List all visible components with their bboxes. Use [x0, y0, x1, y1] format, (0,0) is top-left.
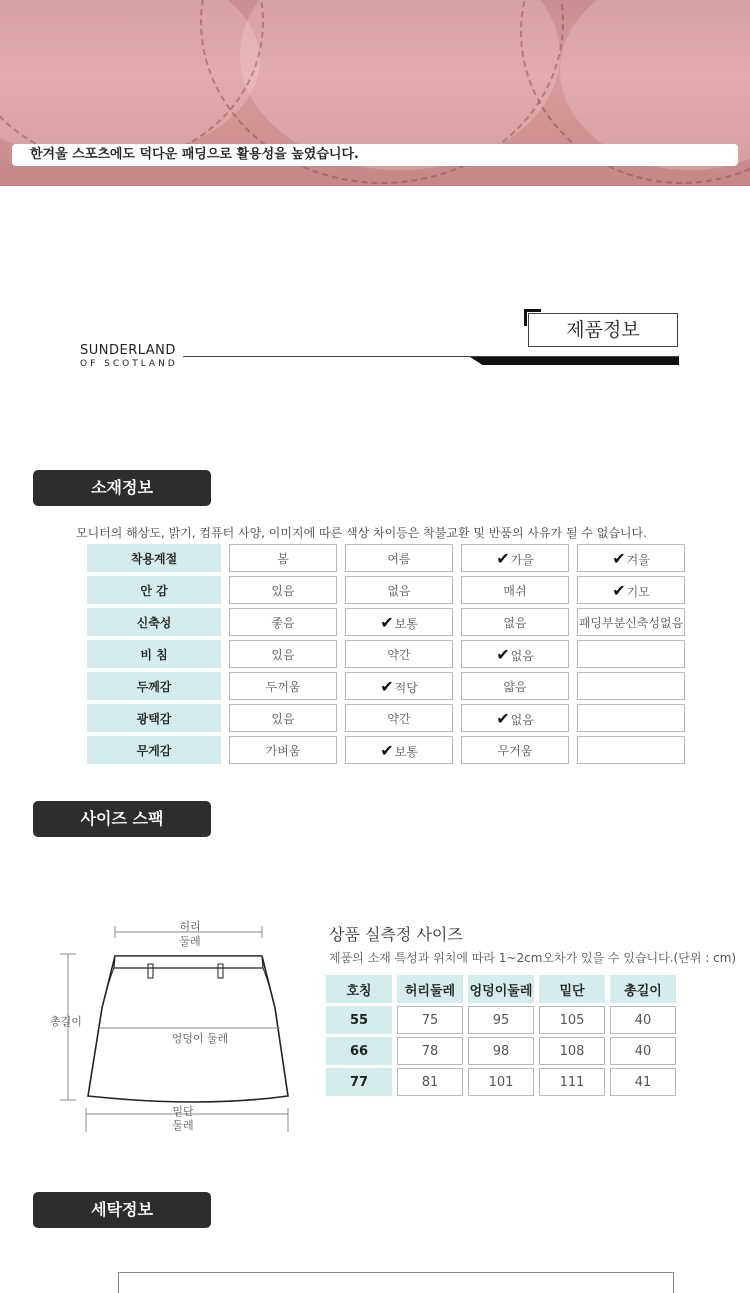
size-value-cell: 101: [468, 1068, 534, 1096]
material-row-label: 무게감: [87, 736, 221, 764]
material-cell-text: 약간: [387, 711, 411, 726]
brand-line2: OF SCOTLAND: [80, 359, 178, 369]
size-table: [321, 972, 681, 1099]
check-icon: ✔: [612, 580, 626, 600]
material-cell-text: 겨울: [626, 552, 650, 567]
material-row: [87, 736, 685, 764]
material-cell-text: 없음: [387, 583, 411, 598]
material-row-label: 착용계절: [87, 544, 221, 572]
material-row: [87, 544, 685, 572]
check-icon: ✔: [380, 740, 394, 760]
material-cell: [229, 608, 337, 636]
material-cell-text: 가을: [510, 552, 534, 567]
material-cell: [229, 640, 337, 668]
header-rule: [183, 356, 679, 357]
material-cell: [577, 640, 685, 668]
size-header-cell: 허리둘레: [397, 975, 463, 1003]
material-cell-text: 있음: [271, 647, 295, 662]
brand-logo: [80, 343, 178, 369]
material-cell-text: 여름: [387, 551, 411, 566]
size-value-cell: 75: [397, 1006, 463, 1034]
section-wash: 세탁정보: [33, 1192, 211, 1228]
product-info-title: 제품정보: [528, 313, 678, 347]
hem-label-2: 둘레: [172, 1119, 194, 1132]
size-value-cell: 41: [610, 1068, 676, 1096]
check-icon: ✔: [380, 612, 394, 632]
material-cell: [229, 672, 337, 700]
material-cell: [229, 544, 337, 572]
check-icon: ✔: [612, 548, 626, 568]
material-cell: [461, 608, 569, 636]
material-cell: [577, 576, 685, 604]
material-cell: [345, 704, 453, 732]
material-cell: [461, 704, 569, 732]
size-header-cell: 엉덩이둘레: [468, 975, 534, 1003]
material-cell: [345, 544, 453, 572]
header-rule-thick: [470, 357, 679, 365]
material-row: [87, 608, 685, 636]
material-cell-text: 패딩부분신축성없음: [578, 615, 684, 630]
material-row: [87, 672, 685, 700]
size-value-cell: 105: [539, 1006, 605, 1034]
material-cell: [345, 736, 453, 764]
size-value-cell: 98: [468, 1037, 534, 1065]
material-cell-text: 매쉬: [503, 583, 527, 598]
material-row: [87, 704, 685, 732]
material-cell-text: 약간: [387, 647, 411, 662]
material-cell: [577, 736, 685, 764]
size-header-cell: 호칭: [326, 975, 392, 1003]
size-header-cell: 총길이: [610, 975, 676, 1003]
material-cell-text: 기모: [626, 584, 650, 599]
size-value-cell: 81: [397, 1068, 463, 1096]
material-cell-text: 두꺼움: [265, 679, 301, 694]
waist-label-1: 허리: [179, 920, 201, 933]
material-cell: [345, 640, 453, 668]
material-cell-text: 얇음: [503, 679, 527, 694]
material-cell-text: 없음: [510, 712, 534, 727]
size-value-cell: 40: [610, 1006, 676, 1034]
material-cell: [229, 576, 337, 604]
material-cell: [461, 640, 569, 668]
material-cell-text: 보통: [394, 616, 418, 631]
material-cell: [461, 544, 569, 572]
check-icon: ✔: [496, 708, 510, 728]
waist-label-2: 둘레: [179, 935, 201, 948]
material-table: [79, 540, 693, 768]
material-cell-text: 없음: [503, 615, 527, 630]
material-cell-text: 있음: [271, 583, 295, 598]
size-label-cell: 55: [326, 1006, 392, 1034]
size-label-cell: 66: [326, 1037, 392, 1065]
material-cell: [461, 672, 569, 700]
material-cell: [577, 672, 685, 700]
material-cell: [461, 736, 569, 764]
hip-label: 엉덩이 둘레: [171, 1032, 229, 1045]
material-row-label: 안 감: [87, 576, 221, 604]
size-row: [326, 1006, 676, 1034]
size-label-cell: 77: [326, 1068, 392, 1096]
length-label: 총길이: [50, 1015, 82, 1028]
material-cell: [345, 576, 453, 604]
check-icon: ✔: [380, 676, 394, 696]
color-notice: 모니터의 해상도, 밝기, 컴퓨터 사양, 이미지에 따른 색상 차이등은 착불교환 및 반품의 사유가 될 수 없습니다.: [76, 526, 647, 540]
size-value-cell: 95: [468, 1006, 534, 1034]
wash-info-box: [118, 1272, 674, 1293]
check-icon: ✔: [496, 644, 510, 664]
material-row-label: 광택감: [87, 704, 221, 732]
size-value-cell: 40: [610, 1037, 676, 1065]
material-cell: [577, 704, 685, 732]
material-cell-text: 보통: [394, 744, 418, 759]
material-row-label: 신축성: [87, 608, 221, 636]
check-icon: ✔: [496, 548, 510, 568]
material-cell-text: 있음: [271, 711, 295, 726]
material-cell-text: 봄: [277, 551, 289, 566]
material-cell-text: 좋음: [271, 615, 295, 630]
material-cell-text: 무거움: [497, 743, 533, 758]
brand-line1: SUNDERLAND: [80, 343, 176, 358]
hero-caption: 한겨울 스포츠에도 덕다운 패딩으로 활용성을 높였습니다.: [12, 144, 738, 166]
material-cell: [345, 608, 453, 636]
material-cell: [345, 672, 453, 700]
size-header-row: [326, 975, 676, 1003]
size-header-cell: 밑단: [539, 975, 605, 1003]
size-value-cell: 108: [539, 1037, 605, 1065]
material-cell: [461, 576, 569, 604]
material-cell-text: 가벼움: [265, 743, 301, 758]
skirt-diagram: [40, 918, 300, 1138]
material-cell: [577, 544, 685, 572]
material-row-label: 비 침: [87, 640, 221, 668]
hem-label-1: 밑단: [172, 1105, 194, 1118]
size-value-cell: 78: [397, 1037, 463, 1065]
material-cell-text: 적당: [394, 680, 418, 695]
section-size: 사이즈 스팩: [33, 801, 211, 837]
material-cell: [229, 736, 337, 764]
size-row: [326, 1068, 676, 1096]
hero-image: [0, 0, 750, 186]
size-row: [326, 1037, 676, 1065]
size-title: 상품 실측정 사이즈: [329, 925, 463, 944]
material-row: [87, 576, 685, 604]
size-note: 제품의 소재 특성과 위치에 따라 1~2cm오차가 있을 수 있습니다.(단위 : cm): [329, 951, 737, 965]
material-cell-text: 없음: [510, 648, 534, 663]
size-value-cell: 111: [539, 1068, 605, 1096]
material-row-label: 두께감: [87, 672, 221, 700]
material-row: [87, 640, 685, 668]
material-cell: [229, 704, 337, 732]
material-cell: [577, 608, 685, 636]
section-material: 소재정보: [33, 470, 211, 506]
